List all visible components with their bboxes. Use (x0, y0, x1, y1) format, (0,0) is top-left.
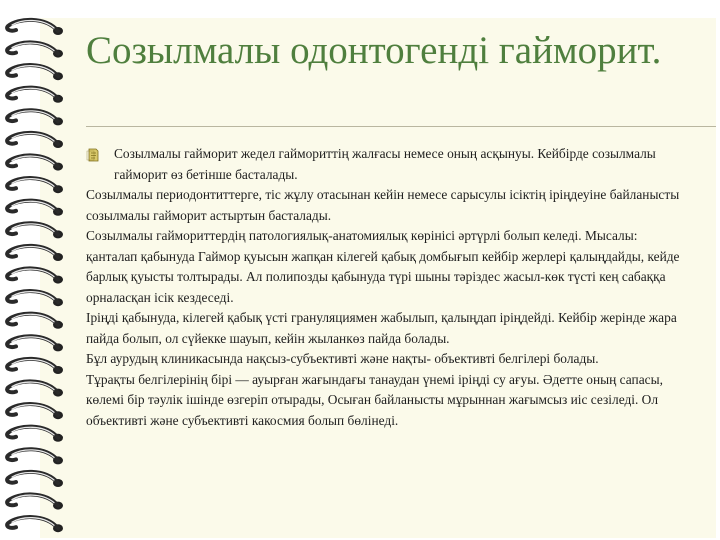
paragraph-3: Іріңді қабынуда, кілегей қабық үсті грануляциямен жабылып, қалыңдап іріңдейді. Кейбір жерінде жара пайда болып, ол сүйекке шауып, кейін жыланкөз пайда болады. (86, 310, 677, 346)
binding-ring (7, 291, 63, 306)
binding-ring (7, 336, 63, 351)
binding-ring (7, 20, 63, 35)
binding-ring (7, 472, 63, 487)
binding-ring (7, 88, 63, 103)
paragraph-5: Тұрақты белгілерінің бірі — ауырған жағындағы танаудан үнемі іріңді су ағуы. Әдетте оның сапасы, көлемі бір тәулік ішінде өзгеріп отырады, Осыған байланысты мұрыннан жағымсыз иіс сезіледі. Ол объективті және субъективті какосмия болып бөлінеді. (86, 371, 663, 428)
binding-ring (7, 178, 63, 193)
binding-ring (7, 110, 63, 125)
binding-ring (7, 314, 63, 329)
binding-ring (7, 427, 63, 442)
binding-ring (7, 246, 63, 261)
page-icon (86, 148, 100, 162)
slide-body (86, 144, 686, 431)
binding-ring (7, 65, 63, 80)
binding-ring (7, 223, 63, 238)
bullet-text: Созылмалы гайморит жедел гаймориттің жалғасы немесе оның асқынуы. Кейбірде созылмалы гайморит өз бетінше басталады. (114, 146, 656, 182)
slide-title: Созылмалы одонтогенді гайморит. (86, 29, 662, 72)
binding-ring (7, 133, 63, 148)
binding-ring (7, 155, 63, 170)
binding-ring (7, 201, 63, 216)
binding-ring (7, 517, 63, 532)
paragraph-1: Созылмалы периодонтиттерге, тіс жұлу отасынан кейін немесе сарысулы ісіктің іріңдеуіне байланысты созылмалы гайморит астыртын басталады. (86, 187, 680, 223)
bullet-item (86, 144, 686, 185)
paragraph-2: Созылмалы гаймориттердің патологиялық-анатомиялық көрінісі әртүрлі болып келеді. Мысалы: қанталап қабынуда Гаймор қуысын жапқан кілегей қабық домбығып кейбір жерлері қалыңдайды, кейде барлық қуысты толтырады. Ал полипозды қабынуда түрі шыны тәріздес жасыл-көк түсті кең сабаққа орналасқан ісік кездеседі. (86, 228, 680, 305)
title-divider (86, 126, 716, 127)
binding-ring (7, 449, 63, 464)
binding-ring (7, 268, 63, 283)
binding-ring (7, 42, 63, 57)
paragraph-4: Бұл аурудың клиникасында нақсыз-субъективті және нақты- объективті белгілері болады. (86, 351, 599, 366)
binding-ring (7, 359, 63, 374)
binding-ring (7, 381, 63, 396)
spiral-binding (0, 0, 80, 540)
binding-ring (7, 494, 63, 509)
binding-ring (7, 404, 63, 419)
